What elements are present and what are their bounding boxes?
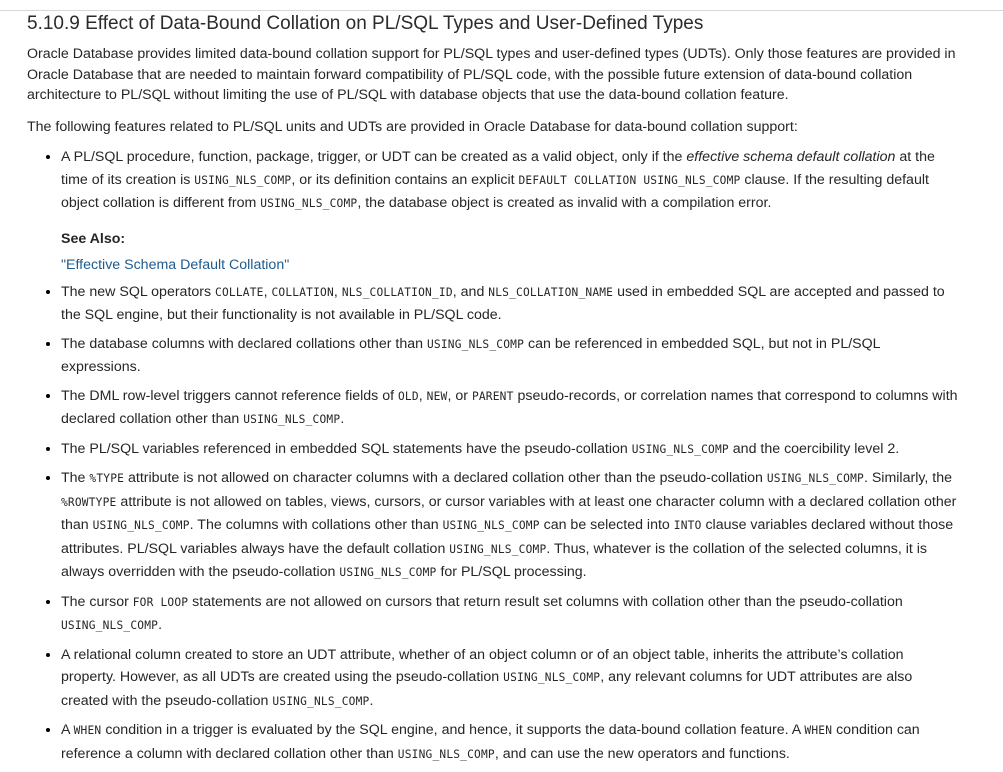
see-also-link[interactable]: "Effective Schema Default Collation" bbox=[61, 257, 290, 273]
code-term: USING_NLS_COMP bbox=[449, 542, 547, 556]
code-term: FOR LOOP bbox=[132, 595, 189, 609]
list-item: • The database columns with declared collations other than USING_NLS_COMP can be referenced in embedded SQL, but not in PL/SQL expressions. bbox=[61, 333, 962, 379]
code-term: INTO bbox=[673, 519, 702, 532]
list-item: • The DML row-level triggers cannot reference fields of OLD, NEW, or PARENT pseudo-records, or correlation names that correspond to columns with declared collation other than USING_NLS_COMP. bbox=[61, 385, 962, 432]
lead-paragraph: The following features related to PL/SQL units and UDTs are provided in Oracle Database for data-bound collation support: bbox=[27, 118, 798, 135]
code-term: NLS_COLLATION_NAME bbox=[488, 285, 614, 299]
code-term: USING_NLS_COMP bbox=[631, 442, 729, 456]
code-term: USING_NLS_COMP bbox=[260, 197, 358, 210]
emphasis-term: effective schema default collation bbox=[686, 149, 896, 165]
list-item: • A relational column created to store an UDT attribute, whether of an object column or of an object table, inherits the attribute’s collation property. However, as all UDTs are created using the pseudo-collation USING_NLS_COMP, any relevant columns for UDT attributes are also created with the pseudo-collation USING_NLS_COMP. bbox=[61, 644, 962, 714]
code-term: USING_NLS_COMP bbox=[503, 671, 601, 684]
see-also-block bbox=[27, 228, 962, 277]
code-term: WHEN bbox=[804, 724, 833, 737]
code-term: USING_NLS_COMP bbox=[426, 337, 525, 351]
code-term: USING_NLS_COMP bbox=[194, 173, 292, 187]
code-term: WHEN bbox=[73, 724, 102, 737]
code-term: COLLATION bbox=[271, 285, 334, 299]
list-item: • The cursor FOR LOOP statements are not allowed on cursors that return result set columns with collation other than the pseudo-collation USING_NLS_COMP. bbox=[61, 591, 962, 638]
code-term: %TYPE bbox=[89, 472, 125, 485]
doc-content bbox=[27, 10, 962, 772]
see-also-title: See Also: bbox=[61, 230, 126, 247]
list-item: • The %TYPE attribute is not allowed on character columns with a declared collation other than the pseudo-collation USING_NLS_COMP. Similarly, the %ROWTYPE attribute is not allowed on tables, views, cursors, or cursor variables with at least one character column with a declared collation other than USING_NLS_COMP. The columns with collations other than USING_NLS_COMP can be selected into INTO clause variables declared without those attributes. PL/SQL variables always have the default collation USING_NLS_COMP. Thus, whatever is the collation of the selected columns, it is always overridden with the pseudo-collation USING_NLS_COMP for PL/SQL processing. bbox=[61, 467, 962, 585]
list-item: • The PL/SQL variables referenced in embedded SQL statements have the pseudo-collation USING_NLS_COMP and the coercibility level 2. bbox=[61, 438, 962, 462]
code-term: COLLATE bbox=[215, 285, 264, 299]
list-item: • A WHEN condition in a trigger is evaluated by the SQL engine, and hence, it supports the data-bound collation feature. A WHEN condition can reference a column with declared collation other than USING_NLS_COMP, and can use the new operators and functions. bbox=[61, 719, 962, 766]
code-term: %ROWTYPE bbox=[61, 495, 117, 509]
list-item: • The new SQL operators COLLATE, COLLATION, NLS_COLLATION_ID, and NLS_COLLATION_NAME used in embedded SQL are accepted and passed to the SQL engine, but their functionality is not available in PL/SQL code. bbox=[61, 281, 962, 327]
intro-paragraph: Oracle Database provides limited data-bound collation support for PL/SQL types and user-defined types (UDTs). Only those features are provided in Oracle Database that are needed to maintain forward compatibility of PL/SQL code, with the possible future extension of data-bound collation architecture to PL/SQL without limiting the use of PL/SQL with database objects that use the data-bound collation feature. bbox=[27, 46, 956, 103]
section-title: Effect of Data-Bound Collation on PL/SQL Types and User-Defined Types bbox=[85, 13, 704, 34]
list-item: • A PL/SQL procedure, function, package, trigger, or UDT can be created as a valid object, only if the effective schema default collation at the time of its creation is USING_NLS_COMP, or its definition contains an explicit DEFAULT COLLATION USING_NLS_COMP clause. If the resulting default object collation is different from USING_NLS_COMP, the database object is created as invalid with a compilation error. bbox=[61, 146, 962, 216]
section-number: 5.10.9 bbox=[27, 13, 80, 34]
code-term: USING_NLS_COMP bbox=[339, 566, 437, 579]
code-term: NLS_COLLATION_ID bbox=[341, 285, 453, 299]
feature-list bbox=[27, 146, 962, 766]
code-term: USING_NLS_COMP bbox=[61, 619, 159, 632]
code-term: USING_NLS_COMP bbox=[272, 694, 370, 708]
code-term: USING_NLS_COMP bbox=[442, 519, 540, 532]
code-term: USING_NLS_COMP bbox=[397, 747, 495, 761]
code-term: USING_NLS_COMP bbox=[243, 413, 341, 426]
code-term: USING_NLS_COMP bbox=[92, 519, 190, 532]
code-term: DEFAULT COLLATION USING_NLS_COMP bbox=[518, 173, 741, 187]
code-term: PARENT bbox=[471, 389, 514, 403]
code-term: USING_NLS_COMP bbox=[766, 472, 864, 485]
section-heading bbox=[27, 10, 962, 36]
code-term: NEW bbox=[426, 389, 448, 403]
code-term: OLD bbox=[397, 389, 419, 403]
